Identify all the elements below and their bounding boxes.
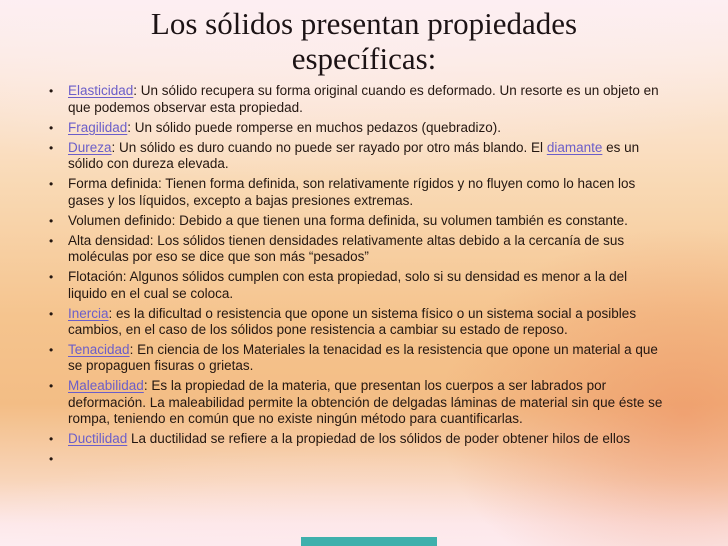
bullet-marker: • xyxy=(49,213,54,228)
text-segment: Flotación: Algunos sólidos cumplen con esta propiedad, solo si su densidad es menor a la del liquido en el cual se coloca. xyxy=(68,269,628,301)
list-item xyxy=(48,140,666,172)
list-item xyxy=(48,233,666,265)
text-segment: Volumen definido: Debido a que tienen una forma definida, su volumen también es constante. xyxy=(68,212,628,228)
text-segment: : Es la propiedad de la materia, que presentan los cuerpos a ser labrados por deformación. La maleabilidad permite la obtención de delgadas láminas de material sin que éste se rompa, teniendo en común que no existe ningún método para cuantificarlas. xyxy=(68,378,663,426)
bullet-marker: • xyxy=(49,343,54,358)
bullet-marker: • xyxy=(49,120,54,135)
list-item xyxy=(48,342,666,374)
bullet-marker: • xyxy=(49,84,54,99)
bullet-marker: • xyxy=(49,141,54,155)
list-item xyxy=(48,176,666,208)
list-item xyxy=(48,451,666,466)
list-item xyxy=(48,306,666,338)
list-item xyxy=(48,269,666,301)
bullet-marker: • xyxy=(49,177,54,192)
list-item xyxy=(48,120,666,136)
bullet-text xyxy=(68,83,659,114)
text-segment: Forma definida: Tienen forma definida, son relativamente rígidos y no fluyen como lo hacen los gases y los líquidos, excepto a bajas presiones extremas. xyxy=(68,176,636,208)
text-segment: : es la dificultad o resistencia que opone un sistema físico o un sistema social a posibles cambios, en el caso de los sólidos pone resistencia a cambiar su estado de reposo. xyxy=(68,305,637,337)
term-link[interactable]: Maleabilidad xyxy=(68,378,144,394)
term-link[interactable]: Dureza xyxy=(68,140,112,155)
text-segment: Alta densidad: Los sólidos tienen densidades relativamente altas debido a la cercanía de sus moléculas por eso se dice que son más “pesados” xyxy=(68,232,625,265)
bullet-text xyxy=(68,120,501,135)
text-segment: : Un sólido puede romperse en muchos pedazos (quebradizo). xyxy=(127,119,501,135)
bullet-marker: • xyxy=(49,233,54,248)
text-segment: : Un sólido recupera su forma original cuando es deformado. Un resorte es un objeto en que podemos observar esta propiedad. xyxy=(68,83,659,115)
list-item xyxy=(48,378,666,427)
text-segment: es un sólido con dureza elevada. xyxy=(68,140,640,172)
term-link[interactable]: Tenacidad xyxy=(68,342,130,358)
bullet-text xyxy=(68,431,630,446)
slide-title xyxy=(0,0,728,76)
bullet-text xyxy=(68,378,662,425)
bullet-text xyxy=(68,342,658,373)
term-link[interactable]: Ductilidad xyxy=(68,431,128,446)
bullet-marker: • xyxy=(49,379,54,394)
bullet-marker: • xyxy=(49,432,54,446)
bullet-text xyxy=(68,176,635,207)
list-item xyxy=(48,213,666,229)
bullet-text xyxy=(68,269,627,300)
term-link[interactable]: diamante xyxy=(546,140,603,155)
term-link[interactable]: Inercia xyxy=(68,305,109,321)
text-segment: : En ciencia de los Materiales la tenacidad es la resistencia que opone un material a que se propaguen fisuras o grietas. xyxy=(68,342,658,374)
next-slide-peek-bar[interactable] xyxy=(301,537,437,546)
term-link[interactable]: Fragilidad xyxy=(68,119,128,135)
term-link[interactable]: Elasticidad xyxy=(68,83,134,99)
bullet-text xyxy=(68,140,639,171)
bullet-marker: • xyxy=(49,306,54,321)
slide-title-line1: Los sólidos presentan propiedades xyxy=(150,6,578,41)
bullet-list xyxy=(48,83,666,466)
bullet-text xyxy=(68,213,628,228)
slide-title-line2: específicas: xyxy=(291,40,437,76)
bullet-text xyxy=(68,233,624,264)
list-item xyxy=(48,431,666,447)
bullet-marker: • xyxy=(49,270,54,285)
text-segment: La ductilidad se refiere a la propiedad de los sólidos de poder obtener hilos de ellos xyxy=(127,431,631,446)
text-segment: : Un sólido es duro cuando no puede ser rayado por otro más blando. El xyxy=(111,140,547,155)
bullet-text xyxy=(68,306,636,337)
list-item xyxy=(48,83,666,115)
bullet-marker: • xyxy=(49,452,54,467)
